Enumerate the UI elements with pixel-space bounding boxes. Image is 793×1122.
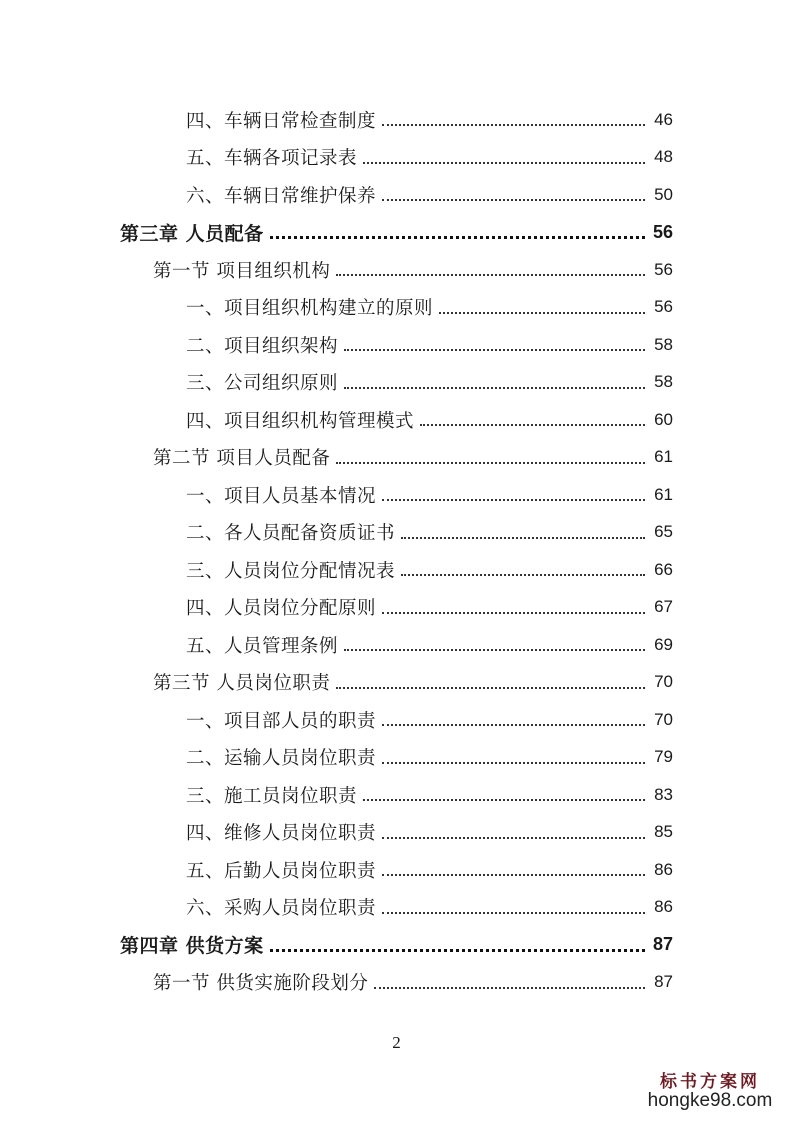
toc-dot-leader <box>363 161 645 164</box>
toc-entry-title: 第四章 供货方案 <box>120 935 264 958</box>
toc-entry[interactable] <box>0 776 793 814</box>
toc-entry-title: 二、运输人员岗位职责 <box>186 748 377 770</box>
toc-entry[interactable] <box>0 439 793 477</box>
toc-entry-title: 第一节 项目组织机构 <box>153 260 331 282</box>
toc-dot-leader <box>382 911 645 914</box>
toc-entry-title: 四、车辆日常检查制度 <box>186 110 377 132</box>
toc-dot-leader <box>401 573 645 576</box>
toc-entry-page: 61 <box>654 484 673 504</box>
toc-entry-page: 67 <box>654 597 673 617</box>
toc-entry-title: 四、项目组织机构管理模式 <box>186 410 415 432</box>
toc-dot-leader <box>382 611 645 614</box>
toc-dot-leader <box>382 873 645 876</box>
toc-entry-title: 第二节 项目人员配备 <box>153 448 331 470</box>
toc-entry-title: 六、车辆日常维护保养 <box>186 185 377 207</box>
toc-dot-leader <box>382 761 645 764</box>
toc-entry-page: 46 <box>654 109 673 129</box>
toc-dot-leader <box>439 311 645 314</box>
toc-dot-leader <box>382 498 645 501</box>
toc-dot-leader <box>420 423 645 426</box>
toc-dot-leader <box>270 948 645 952</box>
toc-dot-leader <box>382 123 645 126</box>
toc-dot-leader <box>382 198 645 201</box>
toc-entry-page: 61 <box>654 447 673 467</box>
toc-entry[interactable] <box>0 589 793 627</box>
toc-entry[interactable] <box>0 664 793 702</box>
toc-dot-leader <box>382 836 645 839</box>
toc-dot-leader <box>336 273 645 276</box>
toc-entry[interactable] <box>0 289 793 327</box>
toc-entry-page: 58 <box>654 334 673 354</box>
toc-entry[interactable] <box>0 514 793 552</box>
toc-entry-page: 87 <box>654 972 673 992</box>
toc-entry-page: 56 <box>652 221 673 242</box>
toc-dot-leader <box>401 536 645 539</box>
toc-dot-leader <box>382 723 645 726</box>
toc-entry-page: 83 <box>654 784 673 804</box>
toc-entry-page: 86 <box>654 859 673 879</box>
toc-entry[interactable] <box>0 701 793 739</box>
table-of-contents <box>0 101 793 1001</box>
toc-entry-title: 四、人员岗位分配原则 <box>186 598 377 620</box>
toc-dot-leader <box>336 461 645 464</box>
toc-entry-title: 五、车辆各项记录表 <box>186 148 358 170</box>
toc-entry-title: 第三章 人员配备 <box>120 222 264 245</box>
toc-entry-title: 三、人员岗位分配情况表 <box>186 560 396 582</box>
toc-entry[interactable] <box>0 214 793 252</box>
toc-entry-page: 56 <box>654 297 673 317</box>
toc-entry-page: 69 <box>654 634 673 654</box>
watermark-title: 标书方案网 <box>660 1072 760 1092</box>
toc-entry-page: 87 <box>652 934 673 955</box>
toc-dot-leader <box>374 986 645 989</box>
toc-entry-title: 一、项目人员基本情况 <box>186 485 377 507</box>
toc-entry-title: 五、人员管理条例 <box>186 635 339 657</box>
toc-entry-title: 一、项目组织机构建立的原则 <box>186 298 434 320</box>
toc-entry-page: 85 <box>654 822 673 842</box>
toc-dot-leader <box>336 686 645 689</box>
toc-entry-page: 79 <box>654 747 673 767</box>
toc-dot-leader <box>270 235 645 239</box>
toc-entry-page: 66 <box>654 559 673 579</box>
watermark-url: hongke98.com <box>647 1090 773 1111</box>
toc-entry-page: 70 <box>654 672 673 692</box>
toc-entry[interactable] <box>0 814 793 852</box>
toc-entry[interactable] <box>0 139 793 177</box>
toc-entry-title: 四、维修人员岗位职责 <box>186 823 377 845</box>
toc-entry[interactable] <box>0 251 793 289</box>
toc-entry[interactable] <box>0 739 793 777</box>
toc-entry[interactable] <box>0 964 793 1002</box>
toc-entry[interactable] <box>0 326 793 364</box>
watermark <box>645 1067 775 1112</box>
toc-entry-title: 六、采购人员岗位职责 <box>186 898 377 920</box>
toc-entry-title: 三、公司组织原则 <box>186 373 339 395</box>
toc-entry-page: 65 <box>654 522 673 542</box>
toc-entry[interactable] <box>0 851 793 889</box>
toc-entry[interactable] <box>0 101 793 139</box>
toc-dot-leader <box>344 348 645 351</box>
toc-entry-title: 三、施工员岗位职责 <box>186 785 358 807</box>
toc-dot-leader <box>344 648 645 651</box>
toc-entry-title: 第三节 人员岗位职责 <box>153 673 331 695</box>
toc-entry-title: 第一节 供货实施阶段划分 <box>153 973 369 995</box>
toc-entry-title: 二、项目组织架构 <box>186 335 339 357</box>
toc-entry-page: 60 <box>654 409 673 429</box>
toc-entry[interactable] <box>0 551 793 589</box>
toc-entry[interactable] <box>0 364 793 402</box>
toc-entry-page: 56 <box>654 259 673 279</box>
toc-entry-page: 50 <box>654 184 673 204</box>
toc-entry-page: 70 <box>654 709 673 729</box>
toc-entry[interactable] <box>0 476 793 514</box>
toc-entry-page: 48 <box>654 147 673 167</box>
toc-entry[interactable] <box>0 176 793 214</box>
toc-entry-title: 二、各人员配备资质证书 <box>186 523 396 545</box>
toc-dot-leader <box>363 798 645 801</box>
toc-entry[interactable] <box>0 889 793 927</box>
toc-entry[interactable] <box>0 926 793 964</box>
toc-entry-title: 五、后勤人员岗位职责 <box>186 860 377 882</box>
toc-entry[interactable] <box>0 401 793 439</box>
toc-entry-title: 一、项目部人员的职责 <box>186 710 377 732</box>
toc-dot-leader <box>344 386 645 389</box>
page-number: 2 <box>392 1033 401 1052</box>
toc-entry-page: 58 <box>654 372 673 392</box>
toc-entry-page: 86 <box>654 897 673 917</box>
toc-entry[interactable] <box>0 626 793 664</box>
